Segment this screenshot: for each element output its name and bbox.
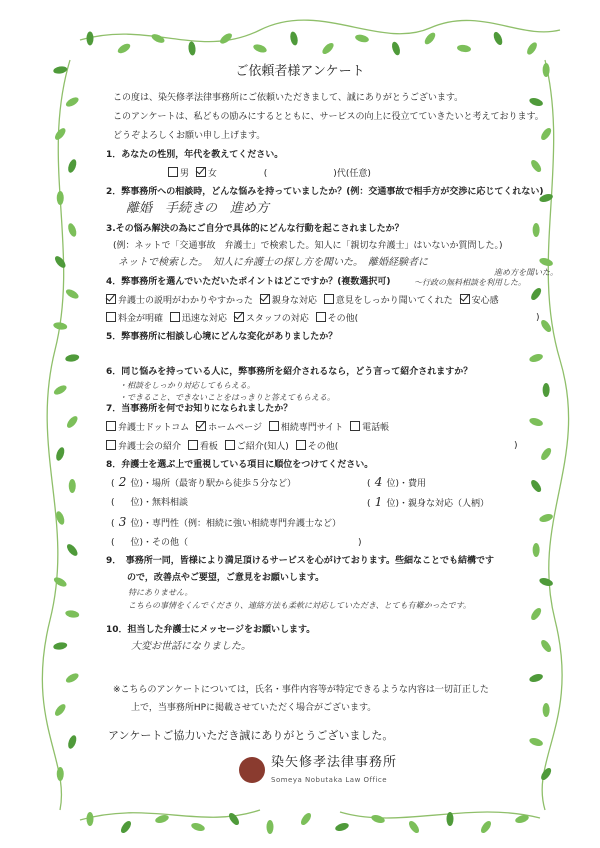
leaf-icon — [447, 812, 454, 826]
option-clear-explanation: 弁護士の説明がわかりやすかった — [118, 296, 254, 306]
option-reassurance-checkbox[interactable] — [460, 294, 470, 304]
q8-label: 8．弁護士を選ぶ上で重視している項目に順位をつけてください。 — [106, 460, 374, 470]
male-checkbox[interactable] — [168, 167, 178, 177]
survey-title: ご依頼者様アンケート — [235, 64, 365, 79]
firm-romaji: Someya Nobutaka Law Office — [271, 776, 388, 784]
male-label: 男 — [180, 169, 190, 179]
source-phonebook-checkbox[interactable] — [350, 421, 360, 431]
option-reassurance: 安心感 — [471, 296, 499, 306]
leaf-icon — [267, 820, 274, 834]
leaf-icon — [538, 257, 553, 268]
q4-options-row2 — [106, 312, 358, 325]
leaf-icon — [65, 609, 80, 618]
option-listening: 意見をしっかり聞いてくれた — [335, 296, 453, 306]
firm-logo-icon — [239, 757, 265, 783]
leaf-icon — [150, 32, 166, 44]
q3-answer: ネットで検索した。 知人に弁護士の探し方を聞いた。 離婚経験者に — [118, 257, 428, 268]
leaf-icon — [65, 414, 79, 429]
option-staff: スタッフの対応 — [245, 314, 309, 324]
q4-note2: 〜行政の無料相談を利用した。 — [414, 278, 526, 287]
leaf-icon — [53, 254, 67, 269]
note-line-1: ※こちらのアンケートについては，氏名・事件内容等が特定できるような内容は一切訂正した — [113, 685, 489, 695]
q1-answers: 男 女 ( )代(任意) — [168, 167, 371, 180]
q2-answer: 離婚 手続きの 進め方 — [126, 201, 270, 216]
leaf-icon — [528, 673, 543, 684]
leaf-icon — [539, 126, 553, 141]
rank-label: ・親身な対応（人柄） — [399, 499, 490, 509]
leaf-icon — [528, 97, 543, 108]
q10-answer: 大変お世話になりました。 — [131, 641, 251, 652]
leaf-icon — [57, 191, 64, 205]
leaf-icon — [321, 41, 336, 56]
rank-label: ・無料相談 — [143, 498, 189, 508]
leaf-icon — [334, 822, 349, 833]
leaf-icon — [53, 321, 68, 330]
leaf-icon — [528, 417, 543, 428]
q6-answer-1: ・相談をしっかり対応してもらえる。 — [119, 381, 255, 390]
leaf-icon — [67, 734, 78, 750]
rank-value[interactable]: 2 — [118, 475, 127, 489]
leaf-icon — [67, 222, 78, 238]
q5-label: 5．弊事務所に相談し心境にどんな変化がありましたか？ — [106, 332, 338, 342]
q9-answer-1: 特にありません。 — [128, 588, 193, 597]
leaf-icon — [533, 223, 540, 237]
leaf-icon — [543, 383, 550, 397]
note-line-2: 上で，当事務所HPに掲載させていただく場合がございます。 — [131, 703, 377, 713]
leaf-icon — [52, 575, 68, 588]
leaf-icon — [57, 767, 64, 781]
source-homepage-checkbox[interactable] — [196, 421, 206, 431]
q9-label: 9． 事務所一同，皆様により満足頂けるサービスを心がけております。些細なことでも結構です — [106, 556, 495, 566]
option-clear-explanation-checkbox[interactable] — [106, 294, 116, 304]
option-clear-fees: 料金が明確 — [118, 314, 164, 324]
q7-label: 7．当事務所を何でお知りになられましたか？ — [106, 404, 293, 414]
leaf-icon — [64, 95, 80, 108]
leaf-icon — [53, 126, 67, 141]
leaf-icon — [457, 44, 472, 53]
q3-label: 3.その悩み解決の為にご自分で具体的にどんな行動を起こされましたか？ — [106, 224, 404, 234]
source-signboard-checkbox[interactable] — [188, 440, 198, 450]
source-inheritance-site-checkbox[interactable] — [269, 421, 279, 431]
source-bengo-checkbox[interactable] — [106, 421, 116, 431]
leaf-icon — [529, 286, 543, 301]
source-referral-checkbox[interactable] — [225, 440, 235, 450]
intro-line-1: この度は、染矢修孝法律事務所にご依頼いただきまして、誠にありがとうございます。 — [113, 93, 464, 103]
age-suffix: 代 — [336, 169, 346, 179]
leaf-icon — [391, 41, 402, 56]
q9-label-2: ので，改善点やご要望，ご意見をお願いします。 — [127, 573, 325, 583]
intro-line-2: このアンケートは、私どもの励みにするとともに、サービスの向上に役立てていきたいと考えております。 — [113, 112, 544, 122]
leaf-icon — [154, 814, 169, 825]
q2-label: 2．弊事務所への相談時，どんな悩みを持っていましたか？(例：交通事故で相手方が交渉に応じてくれない) — [106, 187, 544, 197]
rank-label: ・専門性（例：相続に強い相続専門弁護士など） — [143, 519, 342, 529]
leaf-icon — [65, 353, 80, 362]
source-referral: ご紹介(知人) — [236, 442, 289, 452]
female-label: 女 — [207, 169, 217, 179]
q10-label: 10．担当した弁護士にメッセージをお願いします。 — [106, 625, 316, 635]
leaf-icon — [528, 737, 543, 748]
intro-line-3: どうぞよろしくお願い申し上げます。 — [113, 131, 266, 141]
q6-label: 6．同じ悩みを持っている人に，弊事務所を紹介されるなら，どう言って紹介されますか？ — [106, 367, 473, 377]
q4-note: 進め方を聞いた。 — [494, 268, 558, 277]
rank-value[interactable]: 4 — [374, 475, 383, 489]
leaf-icon — [289, 31, 299, 46]
leaf-icon — [64, 287, 80, 300]
option-clear-fees-checkbox[interactable] — [106, 312, 116, 322]
leaf-icon — [525, 41, 539, 57]
rank-value[interactable]: 3 — [118, 515, 127, 529]
leaf-icon — [543, 703, 550, 717]
leaf-icon — [492, 31, 504, 47]
leaf-icon — [538, 577, 553, 588]
rank-expertise: ( 3 位)・専門性（例：相続に強い相続専門弁護士など） — [111, 515, 342, 529]
q4-options-row1 — [106, 294, 503, 307]
leaf-icon — [539, 766, 553, 781]
option-caring-checkbox[interactable] — [260, 294, 270, 304]
option-quick: 迅速な対応 — [181, 314, 227, 324]
leaf-icon — [538, 513, 553, 524]
firm-name: 染矢修孝法律事務所 — [271, 755, 398, 770]
rank-label: ・場所（最寄り駅から徒歩５分など） — [143, 479, 297, 489]
rank-fees: ( 4 位)・費用 — [367, 475, 427, 489]
rank-location: ( 2 位)・場所（最寄り駅から徒歩５分など） — [111, 475, 297, 489]
rank-label: ・その他（ — [143, 538, 189, 548]
option-listening-checkbox[interactable] — [324, 294, 334, 304]
female-checkbox[interactable] — [196, 167, 206, 177]
q6-answer-2: ・できること、できないことをはっきりと答えてもらえる。 — [119, 393, 335, 402]
leaf-icon — [370, 814, 385, 825]
leaf-icon — [87, 31, 94, 45]
q7-options-row2 — [106, 440, 338, 453]
leaf-icon — [533, 543, 540, 557]
optional-label: (任意) — [345, 169, 371, 179]
leaf-icon — [64, 671, 80, 684]
leaf-icon — [190, 822, 205, 833]
option-staff-checkbox[interactable] — [234, 312, 244, 322]
source-phonebook: 電話帳 — [362, 423, 390, 433]
leaf-icon — [53, 702, 67, 717]
leaf-icon — [529, 158, 543, 173]
option-caring: 親身な対応 — [271, 296, 317, 306]
leaf-icon — [218, 31, 233, 45]
option-quick-checkbox[interactable] — [170, 312, 180, 322]
leaf-icon — [52, 383, 68, 396]
rank-free-consult: ( 位)・無料相談 — [111, 498, 189, 508]
leaf-icon — [69, 479, 76, 493]
leaf-icon — [528, 353, 543, 364]
option-other: その他( — [327, 314, 359, 324]
leaf-icon — [479, 819, 493, 834]
source-other: その他( — [307, 442, 339, 452]
leaf-icon — [407, 819, 421, 834]
leaf-icon — [252, 43, 268, 54]
leaf-icon — [354, 33, 369, 43]
leaf-icon — [529, 478, 543, 493]
rank-value[interactable]: 1 — [374, 495, 383, 509]
leaf-icon — [539, 446, 553, 461]
rank-label: ・費用 — [399, 479, 427, 489]
q9-answer-2: こちらの事情をくんでくださり、連絡方法も柔軟に対応していただき、とても有難かったです。 — [128, 601, 472, 610]
leaf-icon — [227, 811, 241, 826]
source-bar-association-checkbox[interactable] — [106, 440, 116, 450]
q7-close-paren: ) — [514, 441, 518, 451]
leaf-icon — [529, 606, 543, 621]
rank-caring: ( 1 位)・親身な対応（人柄） — [367, 495, 490, 509]
q4-close-paren: ) — [536, 313, 540, 323]
leaf-icon — [67, 158, 78, 174]
source-inheritance-site: 相続専門サイト — [280, 423, 344, 433]
q7-options-row1 — [106, 421, 393, 434]
source-bengo: 弁護士ドットコム — [118, 423, 190, 433]
source-signboard: 看板 — [199, 442, 218, 452]
source-other-checkbox[interactable] — [296, 440, 306, 450]
leaf-icon — [87, 812, 94, 826]
closing-message: アンケートご協力いただき誠にありがとうございました。 — [108, 729, 394, 742]
source-bar-association: 弁護士会の紹介 — [118, 442, 182, 452]
q4-label: 4．弊事務所を選んでいただいたポイントはどこですか？(複数選択可) — [106, 277, 391, 287]
leaf-icon — [188, 41, 196, 56]
rank-other: ( 位)・その他（ ) — [111, 538, 362, 548]
source-homepage: ホームページ — [208, 423, 262, 433]
q1-label: 1．あなたの性別，年代を教えてください。 — [106, 150, 284, 160]
option-other-checkbox[interactable] — [316, 312, 326, 322]
leaf-icon — [539, 638, 553, 653]
leaf-icon — [119, 819, 133, 834]
leaf-icon — [423, 31, 437, 46]
leaf-icon — [55, 446, 66, 462]
leaf-icon — [299, 811, 313, 826]
q3-example: (例：ネットで「交通事故 弁護士」で検索した。知人に「親切な弁護士」はいないか質問した。) — [113, 241, 503, 251]
leaf-icon — [65, 542, 79, 557]
leaf-icon — [116, 42, 132, 55]
leaf-icon — [53, 641, 68, 650]
